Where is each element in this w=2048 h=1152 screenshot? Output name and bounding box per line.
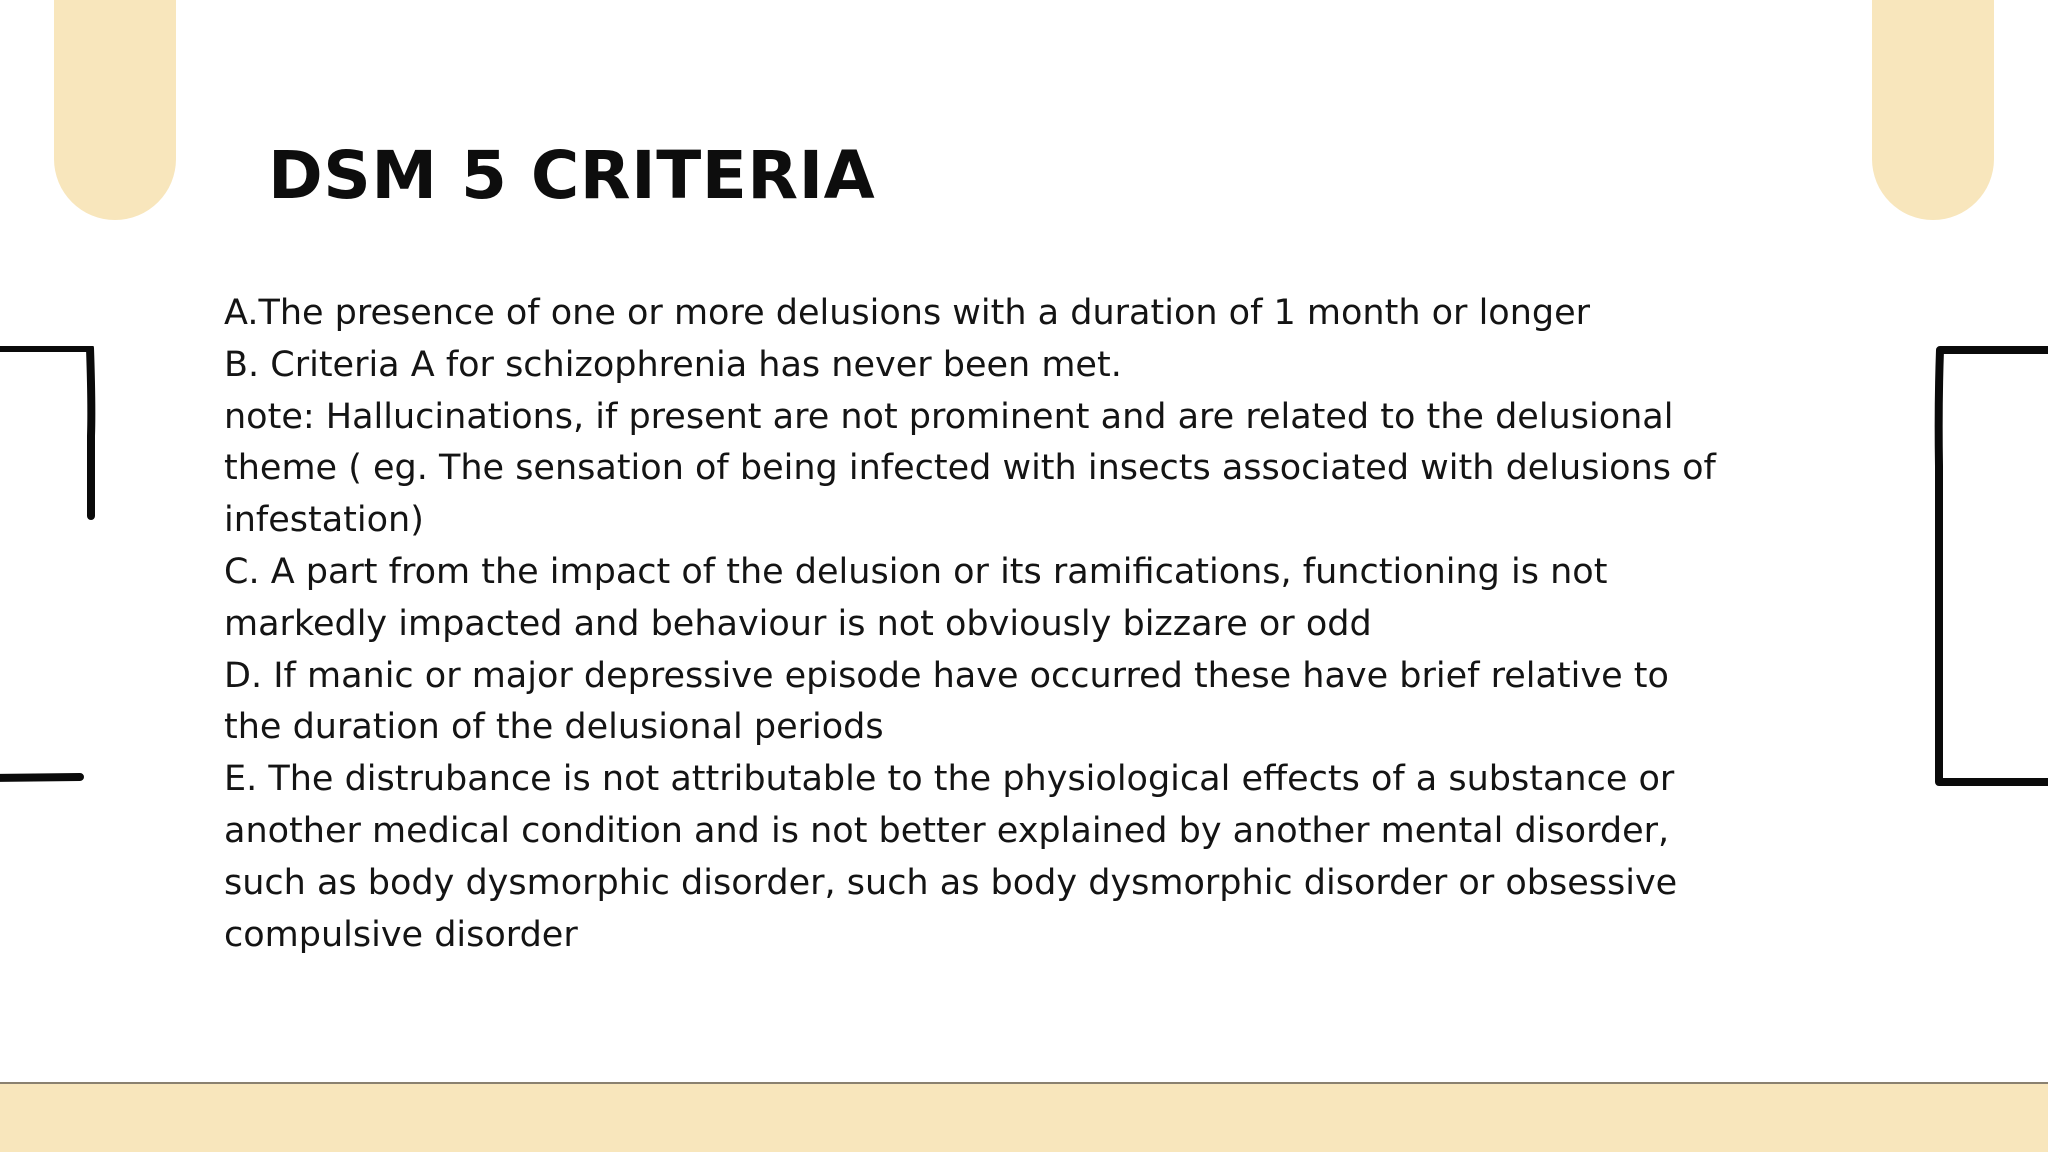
- criteria-line: B. Criteria A for schizophrenia has never been met.: [224, 344, 1122, 385]
- criteria-line: A.The presence of one or more delusions with a duration of 1 month or longer: [224, 293, 1591, 333]
- criteria-line: another medical condition and is not better explained by another mental disorder,: [224, 810, 1670, 851]
- criteria-line: such as body dysmorphic disorder, such as body dysmorphic disorder or obsessive: [224, 862, 1678, 903]
- criteria-line: theme ( eg. The sensation of being infected with insects associated with delusions of: [224, 448, 1716, 489]
- criteria-text: [224, 288, 1716, 961]
- criteria-line: E. The distrubance is not attributable to the physiological effects of a substance or: [224, 759, 1675, 800]
- page-title: DSM 5 CRITERIA: [268, 137, 876, 214]
- decorative-bracket-left: [0, 346, 116, 782]
- criteria-line: markedly impacted and behaviour is not obviously bizzare or odd: [224, 603, 1372, 644]
- criteria-line: note: Hallucinations, if present are not prominent and are related to the delusional: [224, 396, 1674, 437]
- criteria-line: C. A part from the impact of the delusion or its ramifications, functioning is not: [224, 551, 1608, 592]
- criteria-line: D. If manic or major depressive episode have occurred these have brief relative to: [224, 655, 1669, 696]
- decorative-bracket-right: [1930, 346, 2048, 790]
- footer-band: [0, 1084, 2048, 1152]
- decorative-tab-left: [54, 0, 176, 220]
- decorative-tab-right: [1872, 0, 1994, 220]
- criteria-line: compulsive disorder: [224, 914, 578, 955]
- criteria-line: the duration of the delusional periods: [224, 707, 884, 748]
- criteria-line: infestation): [224, 500, 424, 541]
